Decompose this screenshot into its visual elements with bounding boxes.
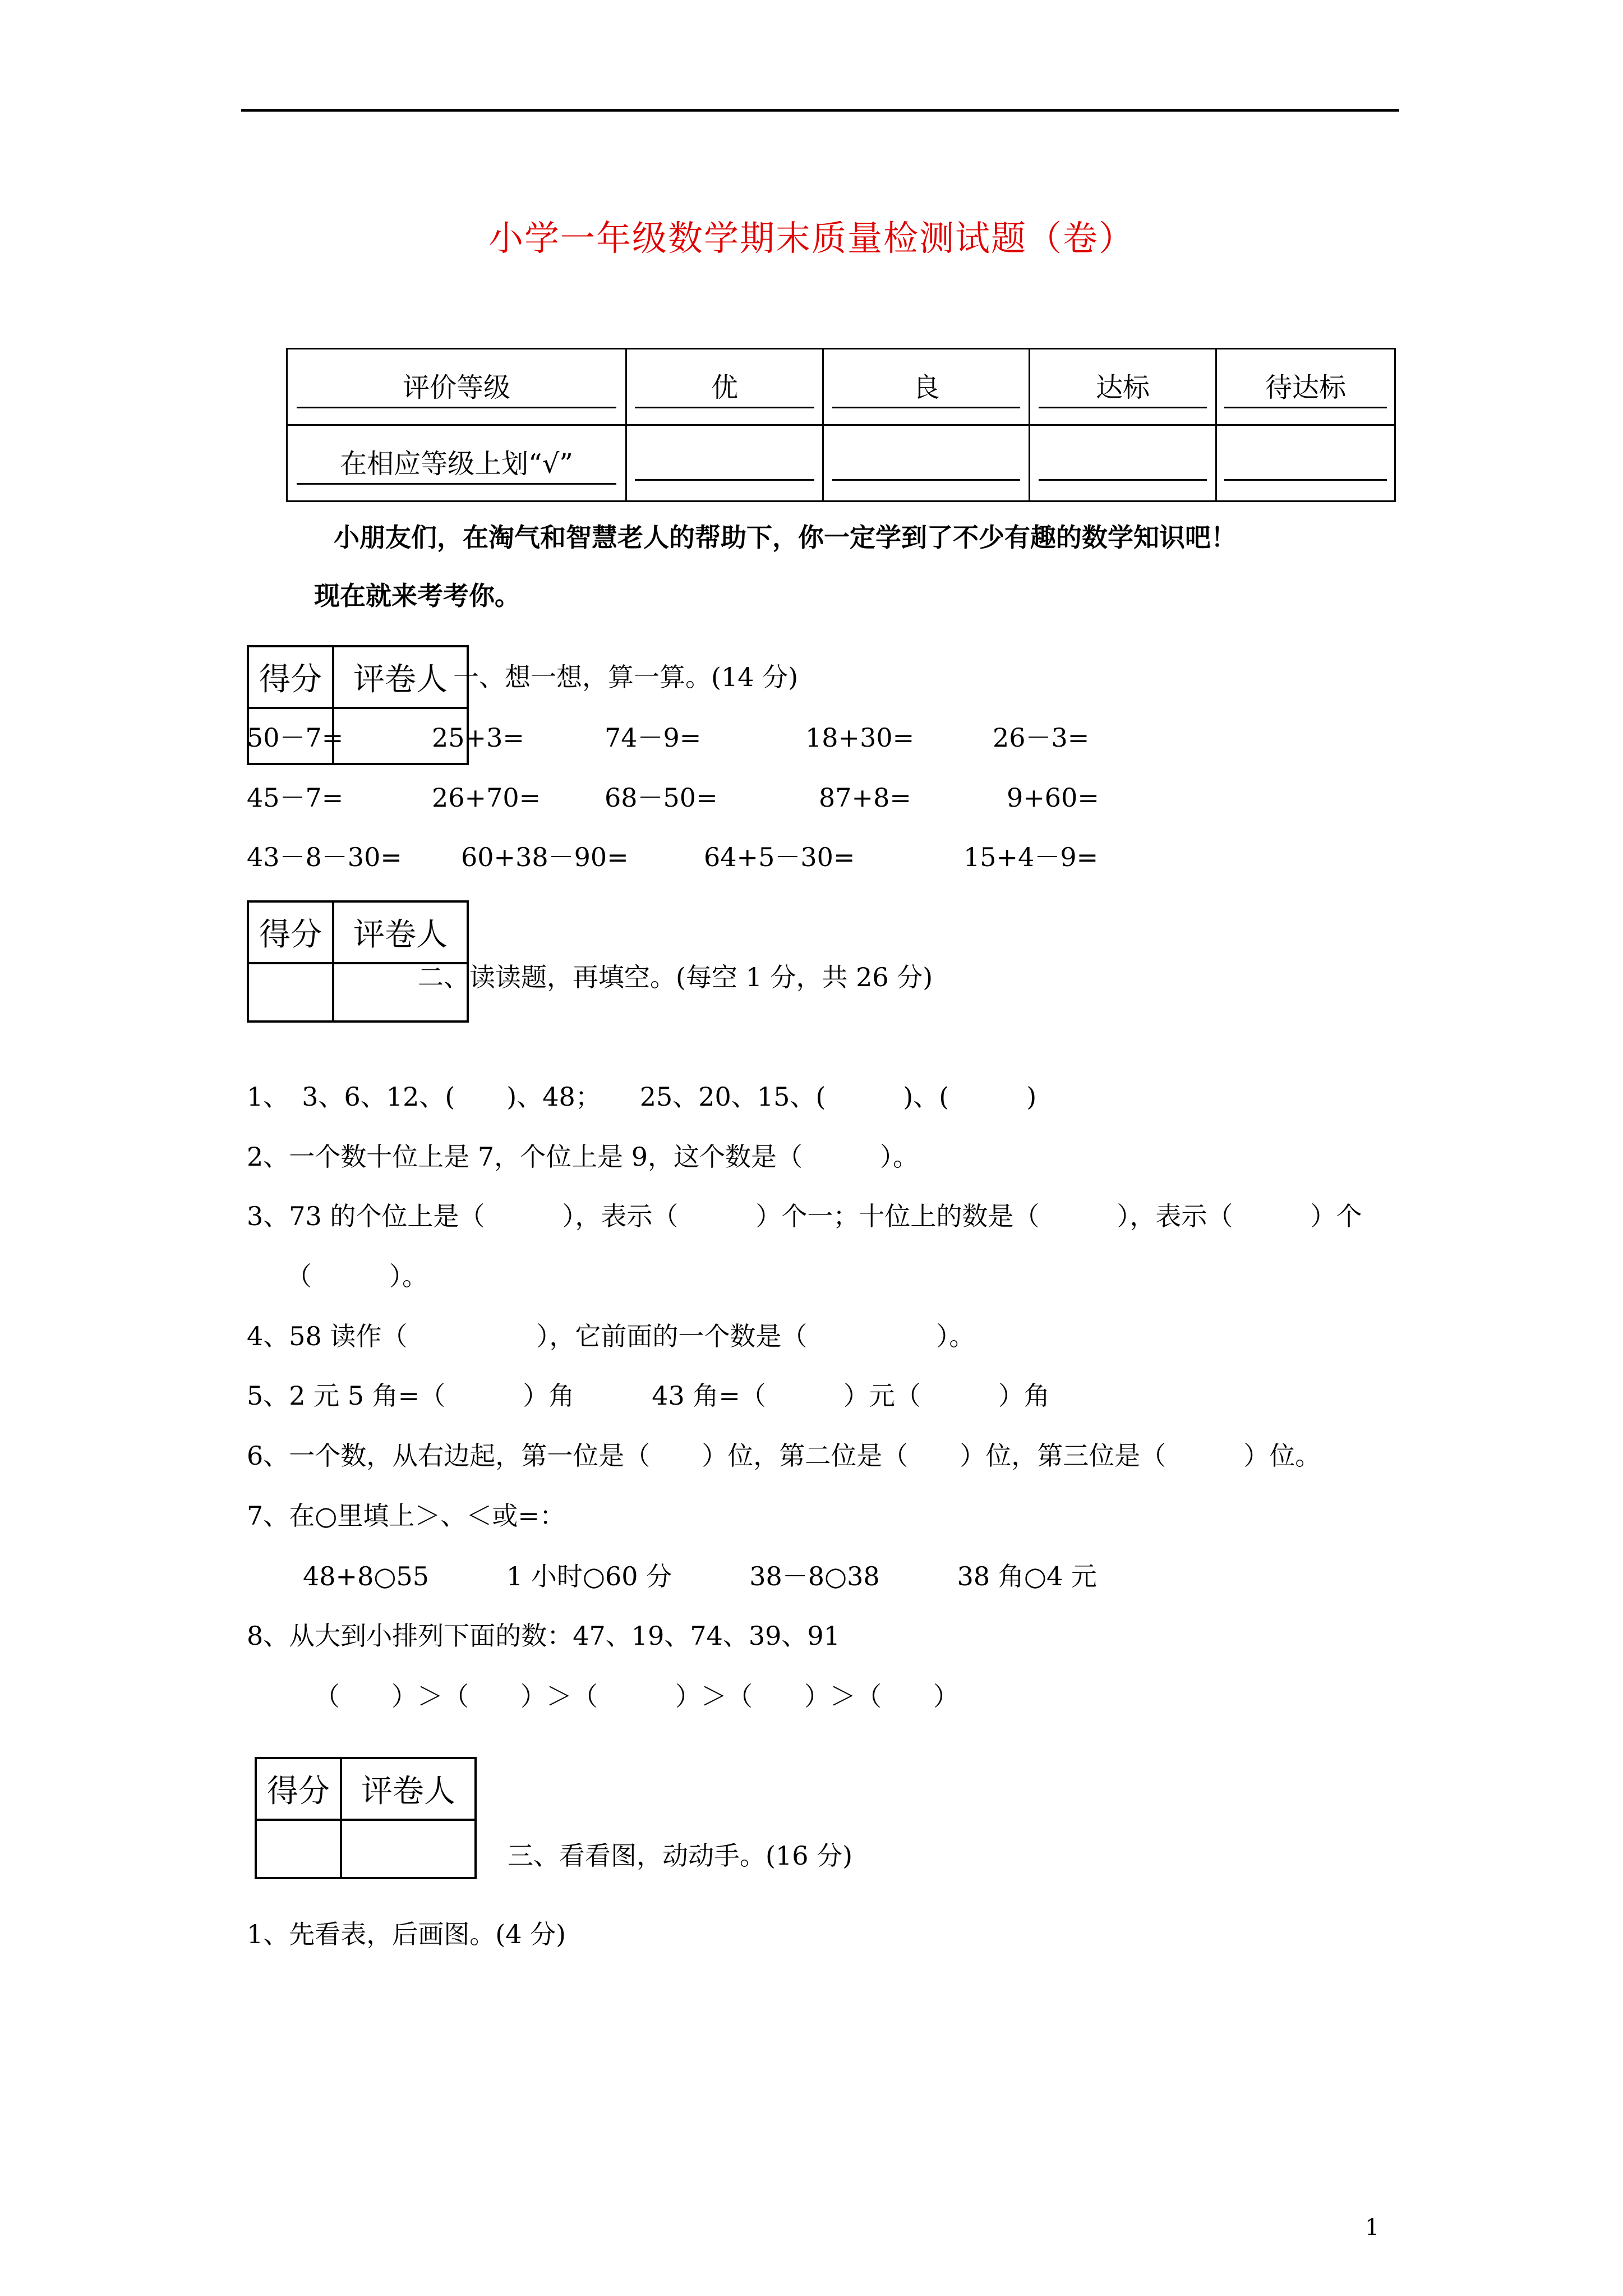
s1-r3-c1: 43－8－30= [247, 842, 402, 872]
section3-heading: 三、看看图，动动手。(16 分) [508, 1841, 853, 1871]
s2-item-2: 2、一个数十位上是 7，个位上是 9，这个数是（ ）。 [247, 1142, 919, 1172]
s2-item-4: 4、58 读作（ ），它前面的一个数是（ ）。 [247, 1321, 975, 1351]
grade-excellent-text: 优 [635, 366, 814, 408]
grader-label: 评卷人 [333, 901, 468, 963]
s2-item-8: 8、从大到小排列下面的数：47、19、74、39、91 [247, 1621, 840, 1651]
s2-item-1: 1、 3、6、12、( )、48； 25、20、15、( )、( ) [247, 1082, 1037, 1112]
s2-item-3-cont: （ ）。 [286, 1261, 428, 1291]
s1-r2-c5: 9+60= [1007, 783, 1099, 813]
grade-mark-good[interactable] [823, 425, 1030, 501]
s1-r2-c2: 26+70= [432, 783, 541, 813]
score-box-3 [255, 1757, 477, 1879]
s1-r1-c5: 26－3= [993, 723, 1090, 753]
section1-heading: 一、想一想，算一算。(14 分) [453, 662, 799, 692]
s3-item-1: 1、先看表，后画图。(4 分) [247, 1919, 566, 1949]
s1-r2-c1: 45－7= [247, 783, 344, 813]
grade-mark-label: 在相应等级上划“√” [297, 442, 616, 485]
grade-table-mark-row [287, 425, 1395, 501]
grader-cell-3[interactable] [341, 1820, 476, 1878]
grade-good-text: 良 [832, 366, 1020, 408]
s1-r1-c1: 50－7= [247, 723, 344, 753]
s1-r3-c3: 64+5－30= [704, 842, 855, 872]
s1-r1-c4: 18+30= [805, 723, 915, 753]
grade-mark-pass[interactable] [1030, 425, 1216, 501]
grade-pass-text: 达标 [1039, 366, 1207, 408]
s2-item-7: 7、在○里填上＞、＜或=： [247, 1501, 565, 1531]
grade-cell-excellent [626, 349, 823, 425]
grade-mark-excellent[interactable] [626, 425, 823, 501]
grade-cell-pass [1030, 349, 1216, 425]
s2-item-7-compare: 48+8○55 1 小时○60 分 38－8○38 38 角○4 元 [303, 1561, 1097, 1591]
s1-r2-c4: 87+8= [819, 783, 911, 813]
grade-table [286, 348, 1396, 502]
score-label: 得分 [248, 646, 333, 708]
score-cell-3[interactable] [256, 1820, 341, 1878]
s2-item-5: 5、2 元 5 角=（ ）角 43 角=（ ）元（ ）角 [247, 1381, 1050, 1411]
s1-r1-c3: 74－9= [605, 723, 702, 753]
intro-line-1: 小朋友们，在淘气和智慧老人的帮助下，你一定学到了不少有趣的数学知识吧！ [334, 522, 1237, 553]
page-number: 1 [1365, 2215, 1380, 2240]
s1-r3-c2: 60+38－90= [461, 842, 629, 872]
s1-r1-c2: 25+3= [432, 723, 524, 753]
section2-heading: 二、读读题，再填空。(每空 1 分，共 26 分) [418, 962, 933, 992]
score-label: 得分 [256, 1758, 341, 1820]
grade-cell-good [823, 349, 1030, 425]
header-rule [241, 109, 1399, 112]
score-cell-2[interactable] [248, 963, 333, 1022]
grade-cell-pending [1216, 349, 1395, 425]
s2-item-3: 3、73 的个位上是（ ），表示（ ）个一；十位上的数是（ ），表示（ ）个 [247, 1201, 1362, 1231]
grade-label-text: 评价等级 [297, 366, 616, 408]
grade-mark-pending[interactable] [1216, 425, 1395, 501]
s1-r2-c3: 68－50= [605, 783, 718, 813]
grader-label: 评卷人 [333, 646, 468, 708]
score-label: 得分 [248, 901, 333, 963]
grade-mark-label-cell [287, 425, 626, 501]
grade-table-header-row [287, 349, 1395, 425]
s2-item-6: 6、一个数，从右边起，第一位是（ ）位，第二位是（ ）位，第三位是（ ）位。 [247, 1441, 1321, 1471]
grader-label: 评卷人 [341, 1758, 476, 1820]
intro-line-2: 现在就来考考你。 [314, 581, 520, 611]
grade-cell-label [287, 349, 626, 425]
page-title: 小学一年级数学期末质量检测试题（卷） [488, 218, 1135, 259]
s1-r3-c4: 15+4－9= [963, 842, 1099, 872]
s2-item-8-order: （ ）＞（ ）＞（ ）＞（ ）＞（ ） [314, 1681, 959, 1711]
grade-pending-text: 待达标 [1224, 366, 1387, 408]
